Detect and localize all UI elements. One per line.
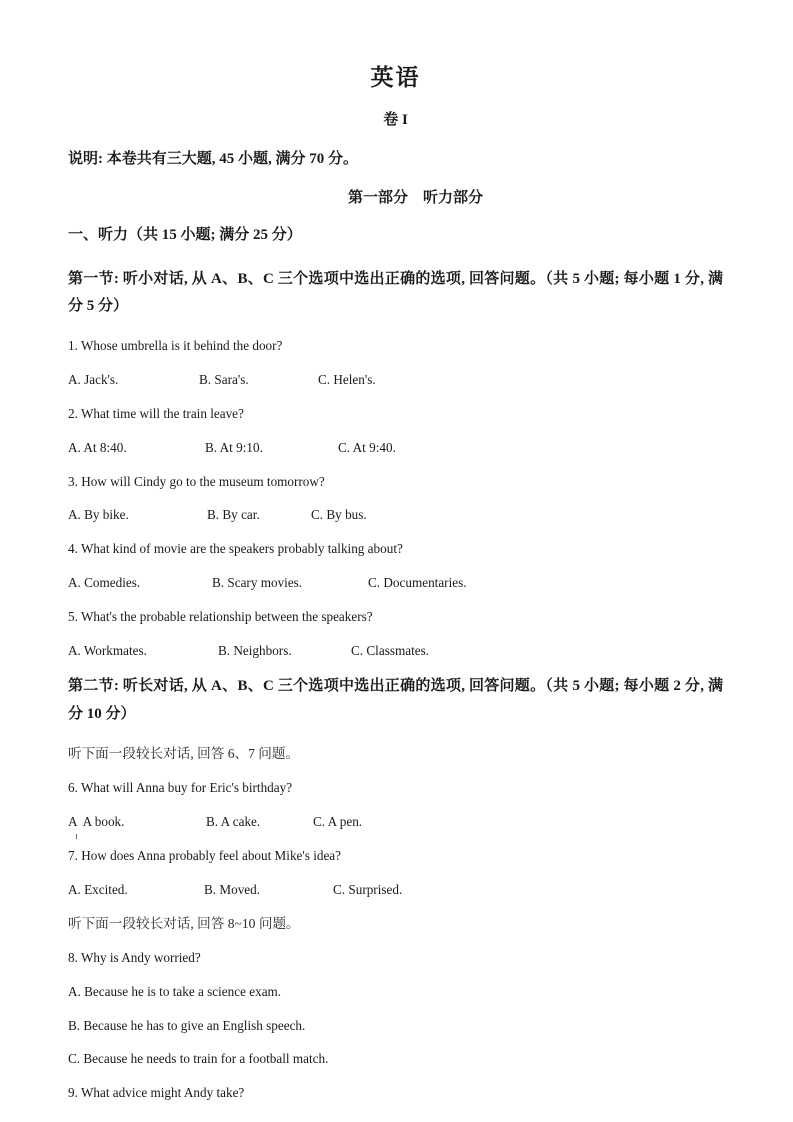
question-4-text: 4. What kind of movie are the speakers probably talking about? — [68, 541, 403, 557]
question-1-option-b[interactable]: B. Sara's. — [199, 371, 249, 387]
question-6-option-c[interactable]: C. A pen. — [313, 813, 363, 829]
question-8-text: 8. Why is Andy worried? — [68, 949, 201, 965]
question-3-options — [68, 490, 723, 524]
paper-subtitle: 卷 I — [383, 111, 408, 128]
section-2-heading: 第二节: 听长对话, 从 A、B、C 三个选项中选出正确的选项, 回答问题。（共 5 小题; 每小题 2 分, 满分 10 分） — [68, 678, 723, 722]
question-7-option-b[interactable]: B. Moved. — [204, 881, 261, 897]
question-6-option-b[interactable]: B. A cake. — [206, 813, 261, 829]
question-4-option-c[interactable]: C. Documentaries. — [368, 575, 467, 591]
question-5-options — [68, 626, 723, 660]
question-3-option-a[interactable]: A. By bike. — [68, 507, 129, 523]
question-8-option-c[interactable]: C. Because he needs to train for a football match. — [68, 1051, 329, 1067]
question-1-option-a[interactable]: A. Jack's. — [68, 371, 119, 387]
dialogue-note-6-7: 听下面一段较长对话, 回答 6、7 问题。 — [68, 745, 300, 761]
question-2-option-b[interactable]: B. At 9:10. — [205, 439, 263, 455]
question-2-option-a[interactable]: A. At 8:40. — [68, 439, 127, 455]
question-5-text: 5. What's the probable relationship between the speakers? — [68, 609, 373, 625]
question-6-option-a[interactable]: A A book. — [68, 813, 125, 829]
ink-speck-artifact — [76, 834, 77, 839]
question-2-options — [68, 423, 723, 457]
question-3-option-c[interactable]: C. By bus. — [311, 507, 367, 523]
question-1-options — [68, 355, 723, 389]
question-2-option-c[interactable]: C. At 9:40. — [338, 439, 396, 455]
question-8-option-a[interactable]: A. Because he is to take a science exam. — [68, 983, 282, 999]
question-6-text: 6. What will Anna buy for Eric's birthday? — [68, 779, 293, 795]
question-3-text: 3. How will Cindy go to the museum tomorrow? — [68, 473, 325, 489]
question-7-options — [68, 865, 723, 899]
listening-section-heading: 一、听力（共 15 小题; 满分 25 分） — [68, 226, 302, 243]
question-4-option-b[interactable]: B. Scary movies. — [212, 575, 303, 591]
question-1-text: 1. Whose umbrella is it behind the door? — [68, 338, 283, 353]
question-7-option-a[interactable]: A. Excited. — [68, 881, 128, 897]
question-2-text: 2. What time will the train leave? — [68, 405, 244, 421]
question-7-text: 7. How does Anna probably feel about Mike's idea? — [68, 847, 342, 863]
question-4-options — [68, 558, 723, 592]
question-1-option-c[interactable]: C. Helen's. — [318, 371, 376, 387]
question-9-text: 9. What advice might Andy take? — [68, 1085, 245, 1101]
part-one-heading: 第一部分 听力部分 — [347, 190, 483, 207]
question-5-option-c[interactable]: C. Classmates. — [351, 643, 430, 659]
page-content — [68, 0, 723, 1102]
question-8-option-b[interactable]: B. Because he has to give an English speech. — [68, 1017, 306, 1033]
question-3-option-b[interactable]: B. By car. — [207, 507, 260, 523]
question-5-option-b[interactable]: B. Neighbors. — [218, 643, 292, 659]
question-6-options — [68, 797, 723, 831]
question-7-option-c[interactable]: C. Surprised. — [333, 881, 403, 897]
question-5-option-a[interactable]: A. Workmates. — [68, 643, 147, 659]
paper-instruction: 说明: 本卷共有三大题, 45 小题, 满分 70 分。 — [68, 150, 358, 167]
page-title: 英语 — [370, 65, 421, 90]
dialogue-note-8-10: 听下面一段较长对话, 回答 8~10 问题。 — [68, 915, 300, 931]
section-1-heading: 第一节: 听小对话, 从 A、B、C 三个选项中选出正确的选项, 回答问题。（共 5 小题; 每小题 1 分, 满分 5 分） — [68, 270, 723, 315]
question-4-option-a[interactable]: A. Comedies. — [68, 575, 141, 591]
